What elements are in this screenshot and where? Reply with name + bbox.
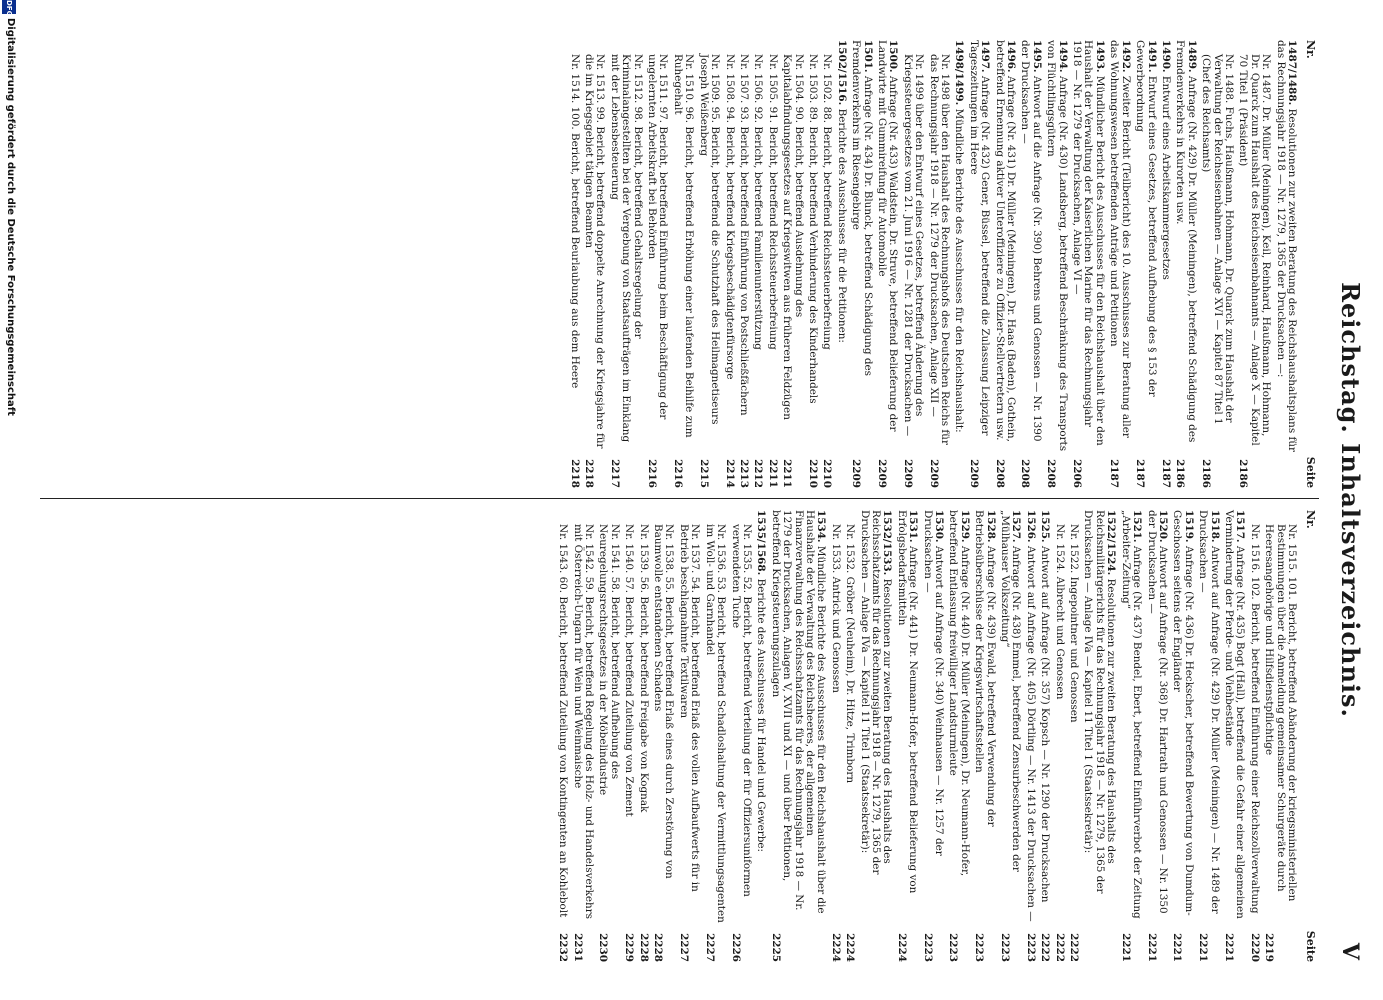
toc-entry	[1119, 510, 1142, 962]
toc-entry	[876, 40, 899, 488]
entry-text: Zweiter Bericht (Teilbericht) des 10. Ausschusses zur Beratung aller das Wohnungswesen betreffenden Anträge und Petitionen	[1108, 40, 1132, 438]
entry-text: Anfrage (Nr. 436) Dr. Heckscher, betreffend Bewertung von Dumdum-Geschossen seitens der Engländer	[1171, 510, 1195, 916]
toc-entry	[697, 40, 720, 488]
left-column	[40, 40, 1297, 488]
entry-number: 1501.	[861, 40, 874, 73]
toc-entry	[597, 510, 620, 962]
entry-page-number: 2186	[1237, 459, 1250, 488]
toc-entry	[568, 40, 579, 488]
entry-text: Nr. 1539. 56. Bericht, betreffend Freigabe von Kognak	[637, 524, 650, 813]
entry-page-number: 2212	[752, 459, 765, 488]
entry-page-number: 2223	[973, 933, 986, 962]
toc-entry	[1200, 40, 1234, 488]
entry-number: 1517.	[1234, 510, 1247, 543]
toc-entry	[1223, 510, 1246, 962]
entry-number: 1530.	[933, 510, 946, 543]
entry-text: Antwort auf Anfrage (Nr. 357) Kopsch — Nr. 1290 der Drucksachen	[1039, 545, 1052, 903]
digitization-note: Digitalisierung gefördert durch die Deutsche Forschungsgemeinschaft	[5, 18, 16, 416]
entry-page-number: 2208	[993, 459, 1006, 488]
toc-entry	[766, 40, 777, 488]
entry-page-number: 2213	[737, 459, 750, 488]
entry-number: 1520.	[1156, 510, 1169, 543]
entry-number: 1498/1499.	[953, 40, 966, 106]
toc-entry	[829, 510, 840, 962]
entry-number: 1487/1488.	[1286, 40, 1298, 106]
nr-heading: Nr.	[1304, 510, 1317, 529]
entry-text: Anfrage (Nr. 434) Dr. Blunck, betreffend Schädigung des Fremdenverkehrs im Riesengebirge	[850, 40, 874, 376]
entry-page-number: 2221	[1119, 933, 1132, 962]
entry-page-number: 2223	[947, 933, 960, 962]
entry-text: Nr. 1499 über den Entwurf eines Gesetzes, betreffend Änderung des Kriegssteuergesetzes vom 21. Juni 1916 — Nr. 1281 der Drucksachen —	[901, 54, 926, 437]
entry-text: Nr. 1498 über den Haushalt des Rechnungshofs des Deutschen Reichs für das Rechnungsjahr 1918 — Nr. 1279 der Drucksachen, Anlage XII —	[927, 54, 952, 445]
entry-number: 1490.	[1159, 40, 1172, 73]
entry-text: Nr. 1512. 98. Bericht, betreffend Gehaltsregelung der Kriminalangestellten bei der Vergebung von Staatsaufträgen im Einklang mit der Lebensbesteuerung	[608, 54, 644, 443]
toc-entry	[999, 510, 1022, 962]
dfg-logo-icon: DFG	[2, 0, 16, 14]
toc-entry	[1024, 510, 1035, 962]
entry-page-number: 2211	[781, 459, 794, 488]
entry-text: Nr. 1502. 88. Bericht, betreffend Reichssteuerbefreiung	[821, 54, 834, 350]
entry-page-number: 2214	[723, 459, 736, 488]
entry-page-number: 2225	[769, 933, 782, 962]
entry-text: Nr. 1506. 92. Bericht, betreffend Familienunterstützung	[752, 54, 765, 350]
entry-page-number: 2209	[967, 459, 980, 488]
toc-entry	[1263, 510, 1297, 962]
entry-text: Nr. 1513. 99. Bericht, betreffend doppelte Anrechnung der Kriegsjahre für die im Kriegsgebiet tätigen Beamten	[583, 54, 607, 449]
right-column	[40, 510, 1297, 962]
entry-number: 1535/1568.	[755, 510, 768, 576]
toc-entry	[623, 510, 634, 962]
entry-text: Antwort auf Anfrage (Nr. 340) Weinhausen — Nr. 1257 der Drucksachen —	[921, 510, 946, 856]
entry-text: Resolutionen zur zweiten Beratung des Haushalts des Reichsmilitärgerichts für das Rechnungsjahr 1918 — Nr. 1279, 1365 der Drucksachen — Anlage IVa — Kapitel 11 Titel 1 (Staatssekretär):	[1082, 510, 1118, 894]
entry-text: Nr. 1503. 89. Bericht, betreffend Verhinderung des Kinderhandels	[806, 54, 819, 404]
toc-entry	[901, 40, 924, 488]
toc-entry	[571, 510, 594, 962]
entry-number: 1521.	[1131, 510, 1144, 543]
entry-text: Anfrage (Nr. 430) Landsberg, betreffend Beschränkung des Transports von Flüchtlingsgütern	[1045, 40, 1069, 452]
entry-page-number: 2216	[671, 459, 684, 488]
entry-text: Nr. 1532. Gröber (Neuheim), Dr. Hitze, Trimborn	[844, 524, 857, 784]
toc-entry	[738, 40, 749, 488]
toc-entry	[583, 40, 606, 488]
entry-page-number: 2232	[557, 933, 570, 962]
entry-page-number: 2209	[901, 459, 914, 488]
entry-text: Nr. 1504. 90. Bericht, betreffend Ausdehnung des Kapitalabfindungsgesetzes auf Kriegswitwen aus früheren Feldzügen	[781, 54, 805, 420]
entry-page-number: 2219	[1263, 933, 1276, 962]
toc-entry	[993, 40, 1016, 488]
entry-page-number: 2231	[571, 933, 584, 962]
toc-entry	[953, 40, 964, 488]
entry-page-number: 2206	[1071, 459, 1084, 488]
entry-text: Nr. 1507. 93. Bericht, betreffend Einführung von Postschließfächern	[737, 54, 750, 416]
entry-text: Entwurf eines Arbeitskammergesetzes	[1159, 75, 1172, 280]
entry-number: 1529.	[958, 510, 971, 543]
entry-page-number: 2229	[623, 933, 636, 962]
entry-text: Nr. 1536. 53. Bericht, betreffend Schadloshaltung der Vermittlungsagenten im Woll- und Garnhandel	[703, 524, 728, 923]
entry-text: Anfrage (Nr. 438) Emmel, betreffend Zensurbeschwerden der „Mülhauser Volkszeitung“	[999, 510, 1023, 872]
entry-text: Anfrage (Nr. 431) Dr. Müller (Meiningen), Dr. Haas (Baden), Gothein, betreffend Ernennung aktiver Unteroffiziere zu Offizier-Stellvertretern usw.	[993, 40, 1018, 442]
entry-page-number: 2209	[927, 459, 940, 488]
toc-entry	[973, 510, 996, 962]
entry-text: Anfrage (Nr. 429) Dr. Müller (Meiningen), betreffend Schädigung des Fremdenverkehrs in Kurorten usw.	[1174, 40, 1198, 443]
entry-text: Anfrage (Nr. 440) Dr. Müller (Meiningen), Dr. Neumann-Hofer, betreffend Entlassung freiwilliger Landsturmleute	[947, 510, 971, 877]
entry-page-number: 2211	[766, 459, 779, 488]
toc-entry	[921, 510, 944, 962]
nr-heading: Nr.	[1304, 40, 1317, 59]
toc-entry	[672, 40, 695, 488]
entry-text: Anfrage (Nr. 439) Ewald, betreffend Verwendung der Betriebsüberschüsse der Kriegswirtschaftsstellen	[973, 510, 997, 827]
toc-entry	[927, 40, 950, 488]
entry-text: Nr. 1522. Ingepointner und Genossen	[1068, 524, 1081, 723]
page-title: Reichstag. Inhaltsverzeichnis.	[1336, 282, 1365, 718]
page-number-roman: V	[1337, 942, 1363, 960]
entry-text: Nr. 1541. 58. Bericht, betreffend Aufhebung des Neuregelungsrechtsgesetzes in der Möbelindustrie	[597, 524, 621, 796]
entry-number: 1534.	[815, 510, 828, 543]
entry-page-number: 2223	[999, 933, 1012, 962]
entry-text: Anfrage (Nr. 433) Waldstein, Dr. Struve, betreffend Belieferung der Landwirte mit Gummireifung für Automobile	[876, 40, 900, 432]
entry-page-number: 2209	[850, 459, 863, 488]
entry-number: 1497.	[979, 40, 992, 73]
entry-text: Nr. 1514. 100. Bericht, betreffend Beurlaubung aus dem Heere	[568, 54, 581, 389]
entry-page-number: 2209	[876, 459, 888, 488]
toc-entry	[947, 510, 970, 962]
entry-page-number: 2216	[646, 459, 659, 488]
toc-entry	[1068, 510, 1079, 962]
entry-text: Nr. 1524. Albrecht und Genossen	[1053, 524, 1066, 700]
page-header	[1325, 40, 1365, 960]
entry-number: 1519.	[1182, 510, 1195, 543]
toc-entry	[807, 40, 818, 488]
entry-page-number: 2226	[729, 933, 742, 962]
toc-entry	[895, 510, 918, 962]
entry-page-number: 2208	[1045, 459, 1058, 488]
digitization-footer	[0, 0, 17, 1000]
entry-page-number: 2227	[703, 933, 716, 962]
entry-page-number: 2223	[921, 933, 934, 962]
entry-number: 1522/1524.	[1105, 510, 1118, 576]
entry-number: 1532/1533.	[881, 510, 894, 576]
entry-text: Nr. 1508. 94. Bericht, betreffend Kriegsbeschädigtenfürsorge	[723, 54, 736, 380]
toc-entry	[1071, 40, 1105, 488]
seite-heading: Seite	[1304, 456, 1317, 488]
entry-number: 1492.	[1119, 40, 1132, 73]
entry-page-number: 2186	[1200, 459, 1213, 488]
toc-entry	[1174, 40, 1197, 488]
toc-entry	[1160, 40, 1171, 488]
toc-entry	[1039, 510, 1050, 962]
entry-page-number: 2221	[1171, 933, 1184, 962]
toc-entry	[678, 510, 701, 962]
entry-number: 1526.	[1024, 510, 1037, 543]
entry-page-number: 2224	[844, 933, 857, 962]
entry-text: Antwort auf Anfrage (Nr. 405) Dörtling — Nr. 1413 der Drucksachen —	[1024, 545, 1037, 922]
entry-number: 1491.	[1145, 40, 1158, 73]
entry-text: Entwurf eines Gesetzes, betreffend Aufhebung des § 153 der Gewerbeordnung	[1134, 40, 1158, 397]
entry-page-number: 2228	[652, 933, 665, 962]
entry-number: 1502/1516.	[835, 40, 848, 106]
entry-text: Anfrage (Nr. 432) Gener, Büssel, betreffend die Zulassung Leipziger Tageszeitungen im Heere	[967, 40, 992, 436]
entry-text: Resolutionen zur zweiten Beratung des Reichshaushaltsplans für das Rechnungsjahr 1918 — Nr. 1279, 1365 der Drucksachen —:	[1274, 40, 1298, 453]
toc-entry	[1134, 40, 1157, 488]
entry-page-number: 2221	[1197, 933, 1210, 962]
entry-page-number: 2187	[1134, 459, 1147, 488]
entry-number: 1527.	[1010, 510, 1023, 543]
entry-text: Nr. 1515. 101. Bericht, betreffend Abänderung der kriegsministeriellen Bestimmungen über die Anmeldung gemeinsamer Schurgeräte durch Heeresangehörige und Hilfsdienstpflichtige	[1263, 524, 1298, 902]
toc-entry	[755, 510, 766, 962]
entry-text: Nr. 1537. 54. Bericht, betreffend Erlaß des vollen Aufbaufwerts für in Betrieb beschlagnahmte Textilwaren	[677, 524, 702, 892]
entry-number: 1525.	[1039, 510, 1052, 543]
seite-heading: Seite	[1304, 930, 1317, 962]
entry-page-number: 2228	[637, 933, 650, 962]
entry-text: Anfrage (Nr. 437) Bendel, Ebert, betreffend Einführverbot der Zeitung „Arbeiter-Zeitung“	[1119, 510, 1144, 919]
entry-text: Anfrage (Nr. 441) Dr. Neumann-Hofer, betreffend Belieferung von Erfolgsbedarfsmitteln	[895, 510, 920, 894]
toc-entry	[1274, 40, 1297, 488]
right-column-header	[1301, 510, 1317, 962]
entry-text: Anfrage (Nr. 435) Bogt (Hall), betreffend die Gefahr einer allgemeinen Verminderung der Pferde- und Viehbestände	[1222, 510, 1247, 919]
entry-page-number: 2210	[806, 459, 819, 488]
entry-page-number: 2220	[1248, 933, 1261, 962]
entry-text: Nr. 1487. Dr. Müller (Meiningen), Keil, Reinhard, Haußmann, Hohmann, Dr. Quarck zum Haushalt des Reichseisenbahnamts — Anlage X — Kapitel 70 Titel 1 (Präsident)	[1237, 54, 1273, 446]
toc-entry	[858, 510, 892, 962]
entry-text: Mündlicher Bericht des Ausschusses für den Reichshaushalt über den Haushalt der Verwaltung der Kaiserlichen Marine für das Rechnungsjahr 1918 — Nr. 1279 der Drucksachen, Anlage VI —	[1071, 40, 1106, 446]
left-column-header	[1301, 40, 1317, 488]
entry-text: Nr. 1516. 102. Bericht, betreffend Einführung einer Reichszollverwaltung	[1248, 524, 1261, 914]
entry-page-number: 2217	[608, 459, 621, 488]
entry-page-number: 2223	[1024, 933, 1037, 962]
entry-text: Antwort auf die Anfrage (Nr. 390) Behrens und Genossen — Nr. 1390 der Drucksachen —	[1019, 40, 1043, 442]
entry-text: Nr. 1505. 91. Bericht, betreffend Reichssteuerbefreiung	[766, 54, 779, 350]
toc-entry	[557, 510, 568, 962]
toc-entry	[652, 510, 675, 962]
entry-page-number: 2218	[568, 459, 581, 488]
toc-entry	[637, 510, 648, 962]
entry-number: 1528.	[984, 510, 997, 543]
toc-entry	[850, 40, 873, 488]
entry-page-number: 2224	[895, 933, 908, 962]
toc-entry	[1197, 510, 1220, 962]
entry-number: 1494.	[1056, 40, 1069, 73]
entry-page-number: 2222	[1068, 933, 1081, 962]
entry-text: Nr. 1540. 57. Bericht, betreffend Zuteilung von Zement	[623, 524, 636, 817]
entry-page-number: 2221	[1222, 933, 1235, 962]
entry-number: 1493.	[1093, 40, 1106, 73]
entry-number: 1495.	[1030, 40, 1043, 73]
entry-number: 1518.	[1208, 510, 1221, 543]
entry-page-number: 2210	[821, 459, 834, 488]
toc-entry	[1045, 40, 1068, 488]
entry-text: Nr. 1511. 97. Bericht, betreffend Einführung beim Beschäftigung der ungelernten Arbeitskraft bei Behörden	[646, 54, 670, 420]
toc-entry	[821, 40, 832, 488]
toc-entry	[1171, 510, 1194, 962]
toc-entry	[729, 510, 752, 962]
entry-page-number: 2224	[829, 933, 842, 962]
toc-entry	[769, 510, 826, 962]
toc-entry	[1237, 40, 1271, 488]
entry-text: Antwort auf Anfrage (Nr. 368) Dr. Hartrath und Genossen — Nr. 1350 der Drucksachen —	[1145, 510, 1169, 914]
entry-page-number: 2187	[1108, 459, 1121, 488]
toc-entry	[781, 40, 804, 488]
column-divider	[40, 498, 1319, 499]
entry-number: 1496.	[1005, 40, 1018, 73]
entry-text: Berichte des Ausschusses für Handel und Gewerbe:	[755, 578, 768, 853]
entry-number: 1531.	[907, 510, 920, 543]
entry-page-number: 2221	[1145, 933, 1158, 962]
entry-text: Mündliche Berichte des Ausschusses für den Reichshaushalt über die Haushalte der Verwaltung des Reichsheeres, der allgemeinen Finanzverwaltung des Reichsschatzamts für das Rechnungsjahr 1918 — Nr. 1279 der Drucksachen, Anlagen V, XVII und XI — und über Petitionen, betreffend Kriegsteuerungszulagen	[769, 510, 828, 914]
entry-page-number: 2230	[597, 933, 610, 962]
toc-entry	[1108, 40, 1131, 488]
toc-entry	[1019, 40, 1042, 488]
entry-text: Antwort auf Anfrage (Nr. 429) Dr. Müller (Meiningen) — Nr. 1489 der Drucksachen —	[1197, 510, 1221, 914]
entry-text: Nr. 1535. 52. Bericht, betreffend Verteilung der für Offiziersuniformen verwendeten Tuche	[729, 524, 753, 897]
entry-page-number: 2208	[1019, 459, 1032, 488]
entry-text: Nr. 1488. Fuchs, Haußmann, Hohmann, Dr. Quarck zum Haushalt der Verwaltung der Reichseisenbahnen — Anlage XVI — Kapitel 87 Titel 1 (Chef des Reichsamts)	[1200, 54, 1235, 425]
entry-text: Nr. 1538. 55. Bericht, betreffend Erlaß eines durch Zerstörung von Baumwolle entstandenen Schadens	[652, 524, 676, 879]
toc-entry	[752, 40, 763, 488]
entry-text: Nr. 1533. Antrick und Genossen	[829, 524, 842, 693]
entry-text: Nr. 1542. 59. Bericht, betreffend Regelung des Holz- und Handelsverkehrs mit Österreich-Ungarn für Wein und Weinmaische	[571, 524, 596, 920]
toc-entry	[967, 40, 990, 488]
entry-page-number: 2186	[1174, 459, 1187, 488]
entry-page-number: 2227	[677, 933, 690, 962]
toc-entry	[1053, 510, 1064, 962]
entry-text: Mündliche Berichte des Ausschusses für den Reichshaushalt:	[953, 108, 966, 433]
entry-text: Nr. 1543. 60. Bericht, betreffend Zuteilung von Kontingenten an Kohlebolt	[557, 524, 570, 918]
toc-entry	[844, 510, 855, 962]
entry-text: Nr. 1510. 96. Bericht, betreffend Erhöhung einer laufenden Beihilfe zum Ruhegehalt	[671, 54, 696, 438]
entry-number: 1500.	[887, 40, 900, 73]
entry-page-number: 2222	[1039, 933, 1052, 962]
entry-page-number: 2215	[697, 459, 710, 488]
toc-entry	[703, 510, 726, 962]
entry-page-number: 2187	[1159, 459, 1172, 488]
entry-number: 1489.	[1185, 40, 1198, 73]
entry-page-number: 2218	[583, 459, 596, 488]
toc-entry	[646, 40, 669, 488]
entry-page-number: 2222	[1053, 933, 1066, 962]
toc-entry	[1145, 510, 1168, 962]
entry-text: Nr. 1509. 95. Bericht, betreffend die Schutzhaft des Heilmagnetiseurs Joseph Weißenberg	[697, 54, 722, 425]
toc-entry	[835, 40, 846, 488]
toc-entry	[723, 40, 734, 488]
entry-text: Berichte des Ausschusses für die Petitionen:	[835, 108, 848, 343]
toc-entry	[1248, 510, 1259, 962]
toc-entry	[608, 40, 642, 488]
entry-text: Resolutionen zur zweiten Beratung des Haushalts des Reichsschatzamts für das Rechnungsjahr 1918 — Nr. 1279, 1365 der Drucksachen — Anlage IVa — Kapitel 11 Titel 1 (Staatssekretär):	[858, 510, 894, 875]
toc-entry	[1082, 510, 1116, 962]
